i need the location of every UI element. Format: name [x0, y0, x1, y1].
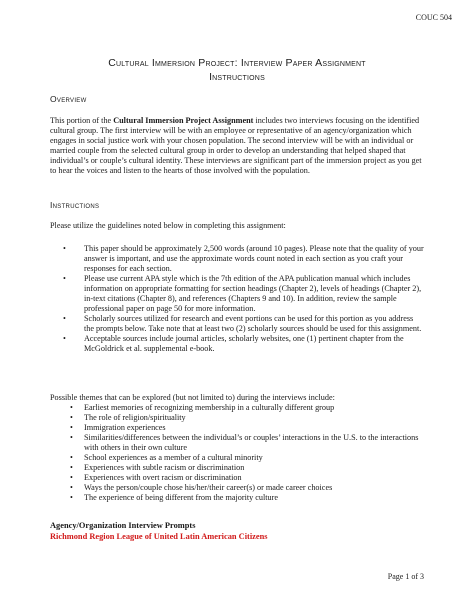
guideline-item [50, 334, 424, 354]
theme-item [50, 463, 424, 473]
page-number: Page 1 of 3 [387, 572, 424, 581]
overview-text-rest: includes two interviews focusing on the identified cultural group. The first interview will be with an employee or representative of an agency/organization which engages in social justice work with your chosen population. The second interview will be with an individual or married couple from the selected cultural group in order to develop an understanding that helped shaped that individual’s or couple’s cultural identity. These interviews are significant part of the immersion project as you get to hear the voices and listen to the hearts of those involved with the population. [50, 116, 422, 175]
theme-item [50, 423, 424, 433]
theme-text: Experiences with subtle racism or discrimination [84, 463, 245, 472]
themes-intro: Possible themes that can be explored (but not limited to) during the interviews include: [50, 393, 335, 402]
guideline-text: Please use current APA style which is the 7th edition of the APA publication manual which includes information on appropriate formatting for section headings (Chapter 2), levels of headings (Chapter 2), in-text citations (Chapter 8), and references (Chapters 9 and 10). In addition, review the sample professional paper on page 50 for more information. [84, 274, 422, 313]
title-line-2: Instructions [209, 71, 265, 83]
bullet-icon: • [63, 244, 66, 253]
theme-text: School experiences as a member of a cultural minority [84, 453, 263, 462]
bullet-icon: • [70, 493, 73, 502]
themes-list [50, 403, 424, 503]
theme-text: The role of religion/spirituality [84, 413, 186, 422]
theme-text: Immigration experiences [84, 423, 166, 432]
guideline-item [50, 244, 424, 274]
overview-heading: Overview [50, 94, 87, 104]
bullet-icon: • [63, 314, 66, 323]
theme-text: Experiences with overt racism or discrimination [84, 473, 242, 482]
bullet-icon: • [70, 453, 73, 462]
theme-item [50, 473, 424, 483]
overview-text-start: This portion of the [50, 116, 114, 125]
guideline-item [50, 274, 424, 314]
instructions-intro: Please utilize the guidelines noted below in completing this assignment: [50, 221, 286, 230]
theme-item [50, 453, 424, 463]
overview-paragraph [50, 116, 424, 176]
instructions-heading: Instructions [50, 200, 100, 210]
theme-item [50, 413, 424, 423]
bullet-icon: • [70, 423, 73, 432]
theme-text: Earliest memories of recognizing membership in a culturally different group [84, 403, 335, 412]
bullet-icon: • [70, 403, 73, 412]
guideline-item [50, 314, 424, 334]
organization-name: Richmond Region League of United Latin American Citizens [50, 532, 268, 541]
guideline-text: This paper should be approximately 2,500 words (around 10 pages). Please note that the quality of your answer is important, and use the approximate words count noted in each section as you craft your responses for each section. [84, 244, 424, 273]
bullet-icon: • [70, 413, 73, 422]
bullet-icon: • [63, 274, 66, 283]
title-line-1: Cultural Immersion Project: Interview Paper Assignment [108, 57, 366, 69]
theme-text: Similarities/differences between the individual’s or couples’ interactions in the U.S. to the interactions with others in their own culture [84, 433, 419, 452]
course-code: COUC 504 [415, 13, 452, 22]
theme-item [50, 483, 424, 493]
prompts-heading: Agency/Organization Interview Prompts [50, 521, 196, 530]
overview-bold-term: Cultural Immersion Project Assignment [113, 116, 254, 125]
theme-item [50, 403, 424, 413]
bullet-icon: • [70, 463, 73, 472]
theme-text: The experience of being different from the majority culture [84, 493, 278, 502]
bullet-icon: • [70, 473, 73, 482]
theme-item [50, 493, 424, 503]
bullet-icon: • [70, 483, 73, 492]
guideline-text: Scholarly sources utilized for research and event portions can be used for this portion as you address the prompts below. Take note that at least two (2) scholarly sources should be used for this assignment. [84, 314, 422, 333]
theme-text: Ways the person/couple chose his/her/their career(s) or made career choices [84, 483, 333, 492]
bullet-icon: • [63, 334, 66, 343]
bullet-icon: • [70, 433, 73, 442]
document-title [60, 56, 414, 84]
guidelines-list [50, 244, 424, 354]
guideline-text: Acceptable sources include journal articles, scholarly websites, one (1) pertinent chapter from the McGoldrick et al. supplemental e-book. [84, 334, 404, 353]
theme-item [50, 433, 424, 453]
